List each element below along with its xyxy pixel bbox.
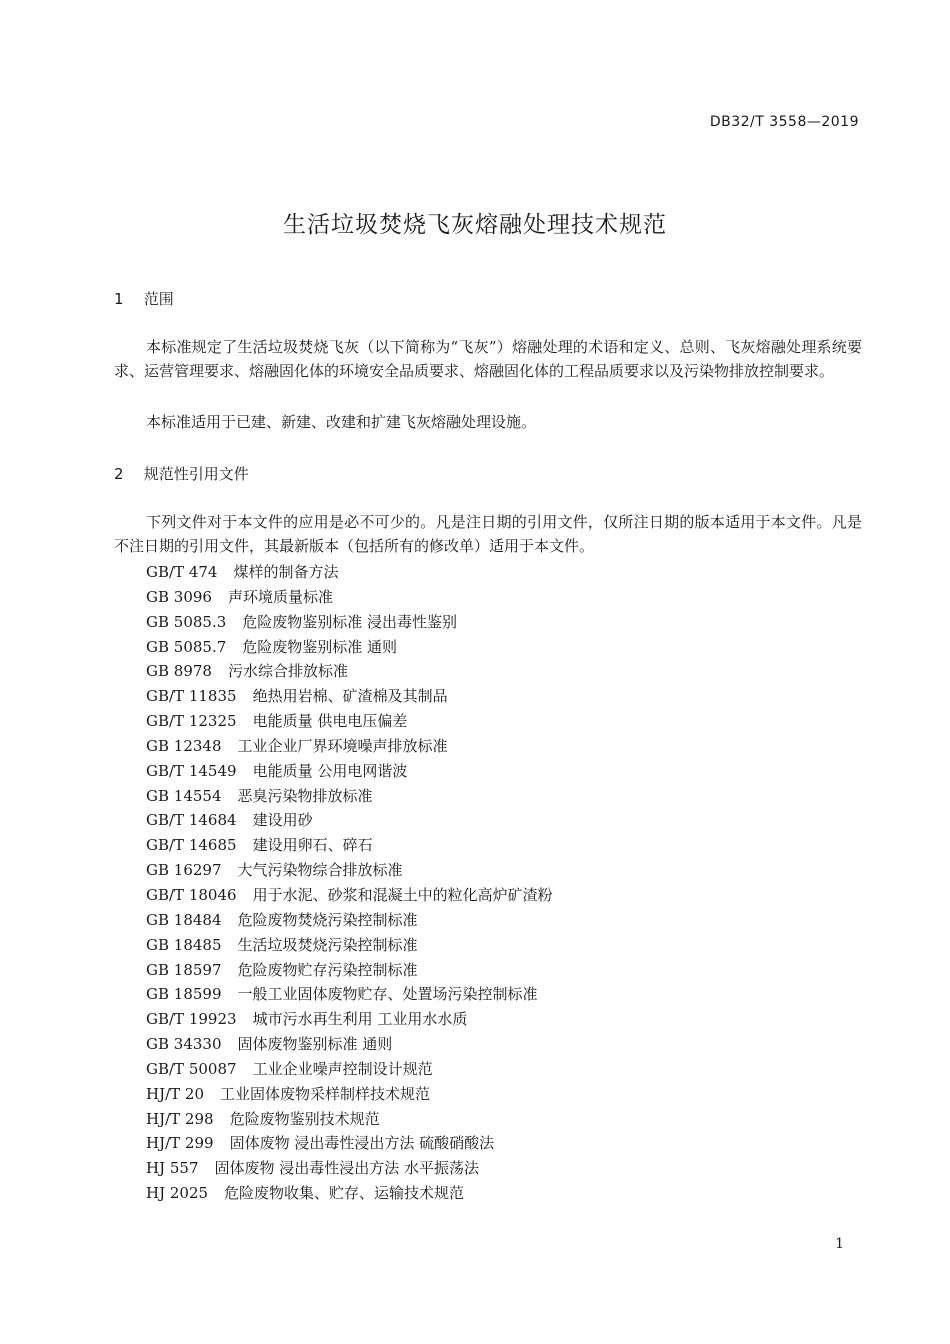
reference-code: HJ/T 299	[146, 1134, 214, 1153]
reference-title: 固体废物鉴别标准 通则	[237, 1035, 393, 1054]
reference-code: GB 18485	[146, 935, 222, 954]
reference-item	[146, 958, 553, 983]
reference-item	[146, 734, 553, 759]
reference-title: 固体废物 浸出毒性浸出方法 水平振荡法	[214, 1159, 480, 1178]
reference-item	[146, 833, 553, 858]
reference-code: GB 5085.7	[146, 637, 227, 656]
reference-code: HJ 557	[146, 1159, 199, 1178]
reference-code: GB/T 19923	[146, 1010, 237, 1029]
section-number: 2	[114, 465, 124, 483]
reference-title: 电能质量 公用电网谐波	[252, 761, 408, 780]
reference-code: GB 8978	[146, 662, 212, 681]
reference-title: 用于水泥、砂浆和混凝土中的粒化高炉矿渣粉	[252, 885, 553, 904]
section-title: 范围	[143, 290, 174, 308]
reference-title: 生活垃圾焚烧污染控制标准	[237, 935, 418, 954]
reference-title: 煤样的制备方法	[233, 563, 339, 581]
scope-paragraph: 本标准规定了生活垃圾焚烧飞灰（以下简称为“飞灰”）熔融处理的术语和定义、总则、飞灰熔融处理系统要求、运营管理要求、熔融固化体的环境安全品质要求、熔融固化体的工程品质要求以及污染物排放控制要求。	[114, 338, 862, 380]
references-intro-paragraph: 下列文件对于本文件的应用是必不可少的。凡是注日期的引用文件，仅所注日期的版本适用于本文件。凡是不注日期的引用文件，其最新版本（包括所有的修改单）适用于本文件。	[114, 513, 862, 555]
reference-item	[146, 1032, 553, 1057]
reference-item	[146, 933, 553, 958]
reference-item	[146, 982, 553, 1007]
reference-item	[146, 883, 553, 908]
reference-code: GB 14554	[146, 786, 222, 805]
reference-code: GB 16297	[146, 861, 222, 880]
reference-item	[146, 560, 553, 585]
standard-code: DB32/T 3558—2019	[709, 114, 859, 130]
reference-item	[146, 858, 553, 883]
reference-code: GB/T 50087	[146, 1059, 237, 1078]
reference-title: 危险废物鉴别标准 浸出毒性鉴别	[242, 612, 458, 631]
reference-code: GB 18599	[146, 985, 222, 1004]
reference-title: 一般工业固体废物贮存、处置场污染控制标准	[237, 985, 538, 1004]
reference-title: 工业企业噪声控制设计规范	[252, 1059, 433, 1078]
document-title: 生活垃圾焚烧飞灰熔融处理技术规范	[283, 212, 667, 238]
page-number: 1	[835, 1236, 844, 1252]
reference-item	[146, 1057, 553, 1082]
reference-item	[146, 684, 553, 709]
reference-item	[146, 1007, 553, 1032]
section-heading-normative-references	[114, 463, 249, 484]
reference-item	[146, 635, 553, 660]
section-title: 规范性引用文件	[143, 465, 249, 483]
reference-item	[146, 1107, 553, 1132]
reference-code: GB 3096	[146, 587, 212, 606]
reference-item	[146, 784, 553, 809]
reference-code: GB 18597	[146, 960, 222, 979]
reference-title: 恶臭污染物排放标准	[237, 786, 373, 805]
reference-list	[146, 560, 553, 1206]
reference-title: 危险废物鉴别技术规范	[229, 1109, 380, 1128]
reference-code: GB 12348	[146, 736, 222, 755]
reference-item	[146, 1181, 553, 1206]
reference-title: 城市污水再生利用 工业用水水质	[252, 1010, 468, 1029]
reference-title: 危险废物收集、贮存、运输技术规范	[224, 1184, 465, 1203]
applicability-paragraph: 本标准适用于已建、新建、改建和扩建飞灰熔融处理设施。	[146, 413, 537, 431]
reference-item	[146, 1082, 553, 1107]
reference-title: 危险废物贮存污染控制标准	[237, 960, 418, 979]
reference-code: GB 5085.3	[146, 612, 227, 631]
reference-item	[146, 908, 553, 933]
reference-code: GB 34330	[146, 1035, 222, 1054]
reference-code: GB/T 18046	[146, 885, 237, 904]
reference-code: GB 18484	[146, 910, 222, 929]
reference-code: GB/T 11835	[146, 687, 237, 706]
reference-code: GB/T 12325	[146, 712, 237, 731]
reference-title: 电能质量 供电电压偏差	[252, 712, 408, 731]
reference-title: 危险废物鉴别标准 通则	[242, 637, 398, 656]
reference-title: 固体废物 浸出毒性浸出方法 硫酸硝酸法	[229, 1134, 495, 1153]
reference-title: 绝热用岩棉、矿渣棉及其制品	[252, 687, 448, 706]
reference-code: GB/T 14549	[146, 761, 237, 780]
reference-item	[146, 585, 553, 610]
section-heading-scope	[114, 288, 174, 309]
section-number: 1	[114, 290, 124, 308]
reference-title: 工业固体废物采样制样技术规范	[220, 1084, 431, 1103]
reference-code: GB/T 474	[146, 563, 218, 581]
reference-code: GB/T 14684	[146, 811, 237, 830]
reference-title: 危险废物焚烧污染控制标准	[237, 910, 418, 929]
reference-title: 建设用砂	[252, 811, 313, 830]
reference-item	[146, 759, 553, 784]
reference-code: GB/T 14685	[146, 836, 237, 855]
reference-code: HJ/T 298	[146, 1109, 214, 1128]
reference-item	[146, 1131, 553, 1156]
reference-item	[146, 709, 553, 734]
reference-item	[146, 1156, 553, 1181]
reference-item	[146, 610, 553, 635]
reference-code: HJ/T 20	[146, 1084, 205, 1103]
reference-item	[146, 808, 553, 833]
reference-item	[146, 659, 553, 684]
reference-title: 污水综合排放标准	[227, 662, 348, 681]
reference-code: HJ 2025	[146, 1184, 209, 1203]
reference-title: 工业企业厂界环境噪声排放标准	[237, 736, 448, 755]
reference-title: 声环境质量标准	[227, 587, 333, 606]
reference-title: 建设用卵石、碎石	[252, 836, 373, 855]
reference-title: 大气污染物综合排放标准	[237, 861, 403, 880]
